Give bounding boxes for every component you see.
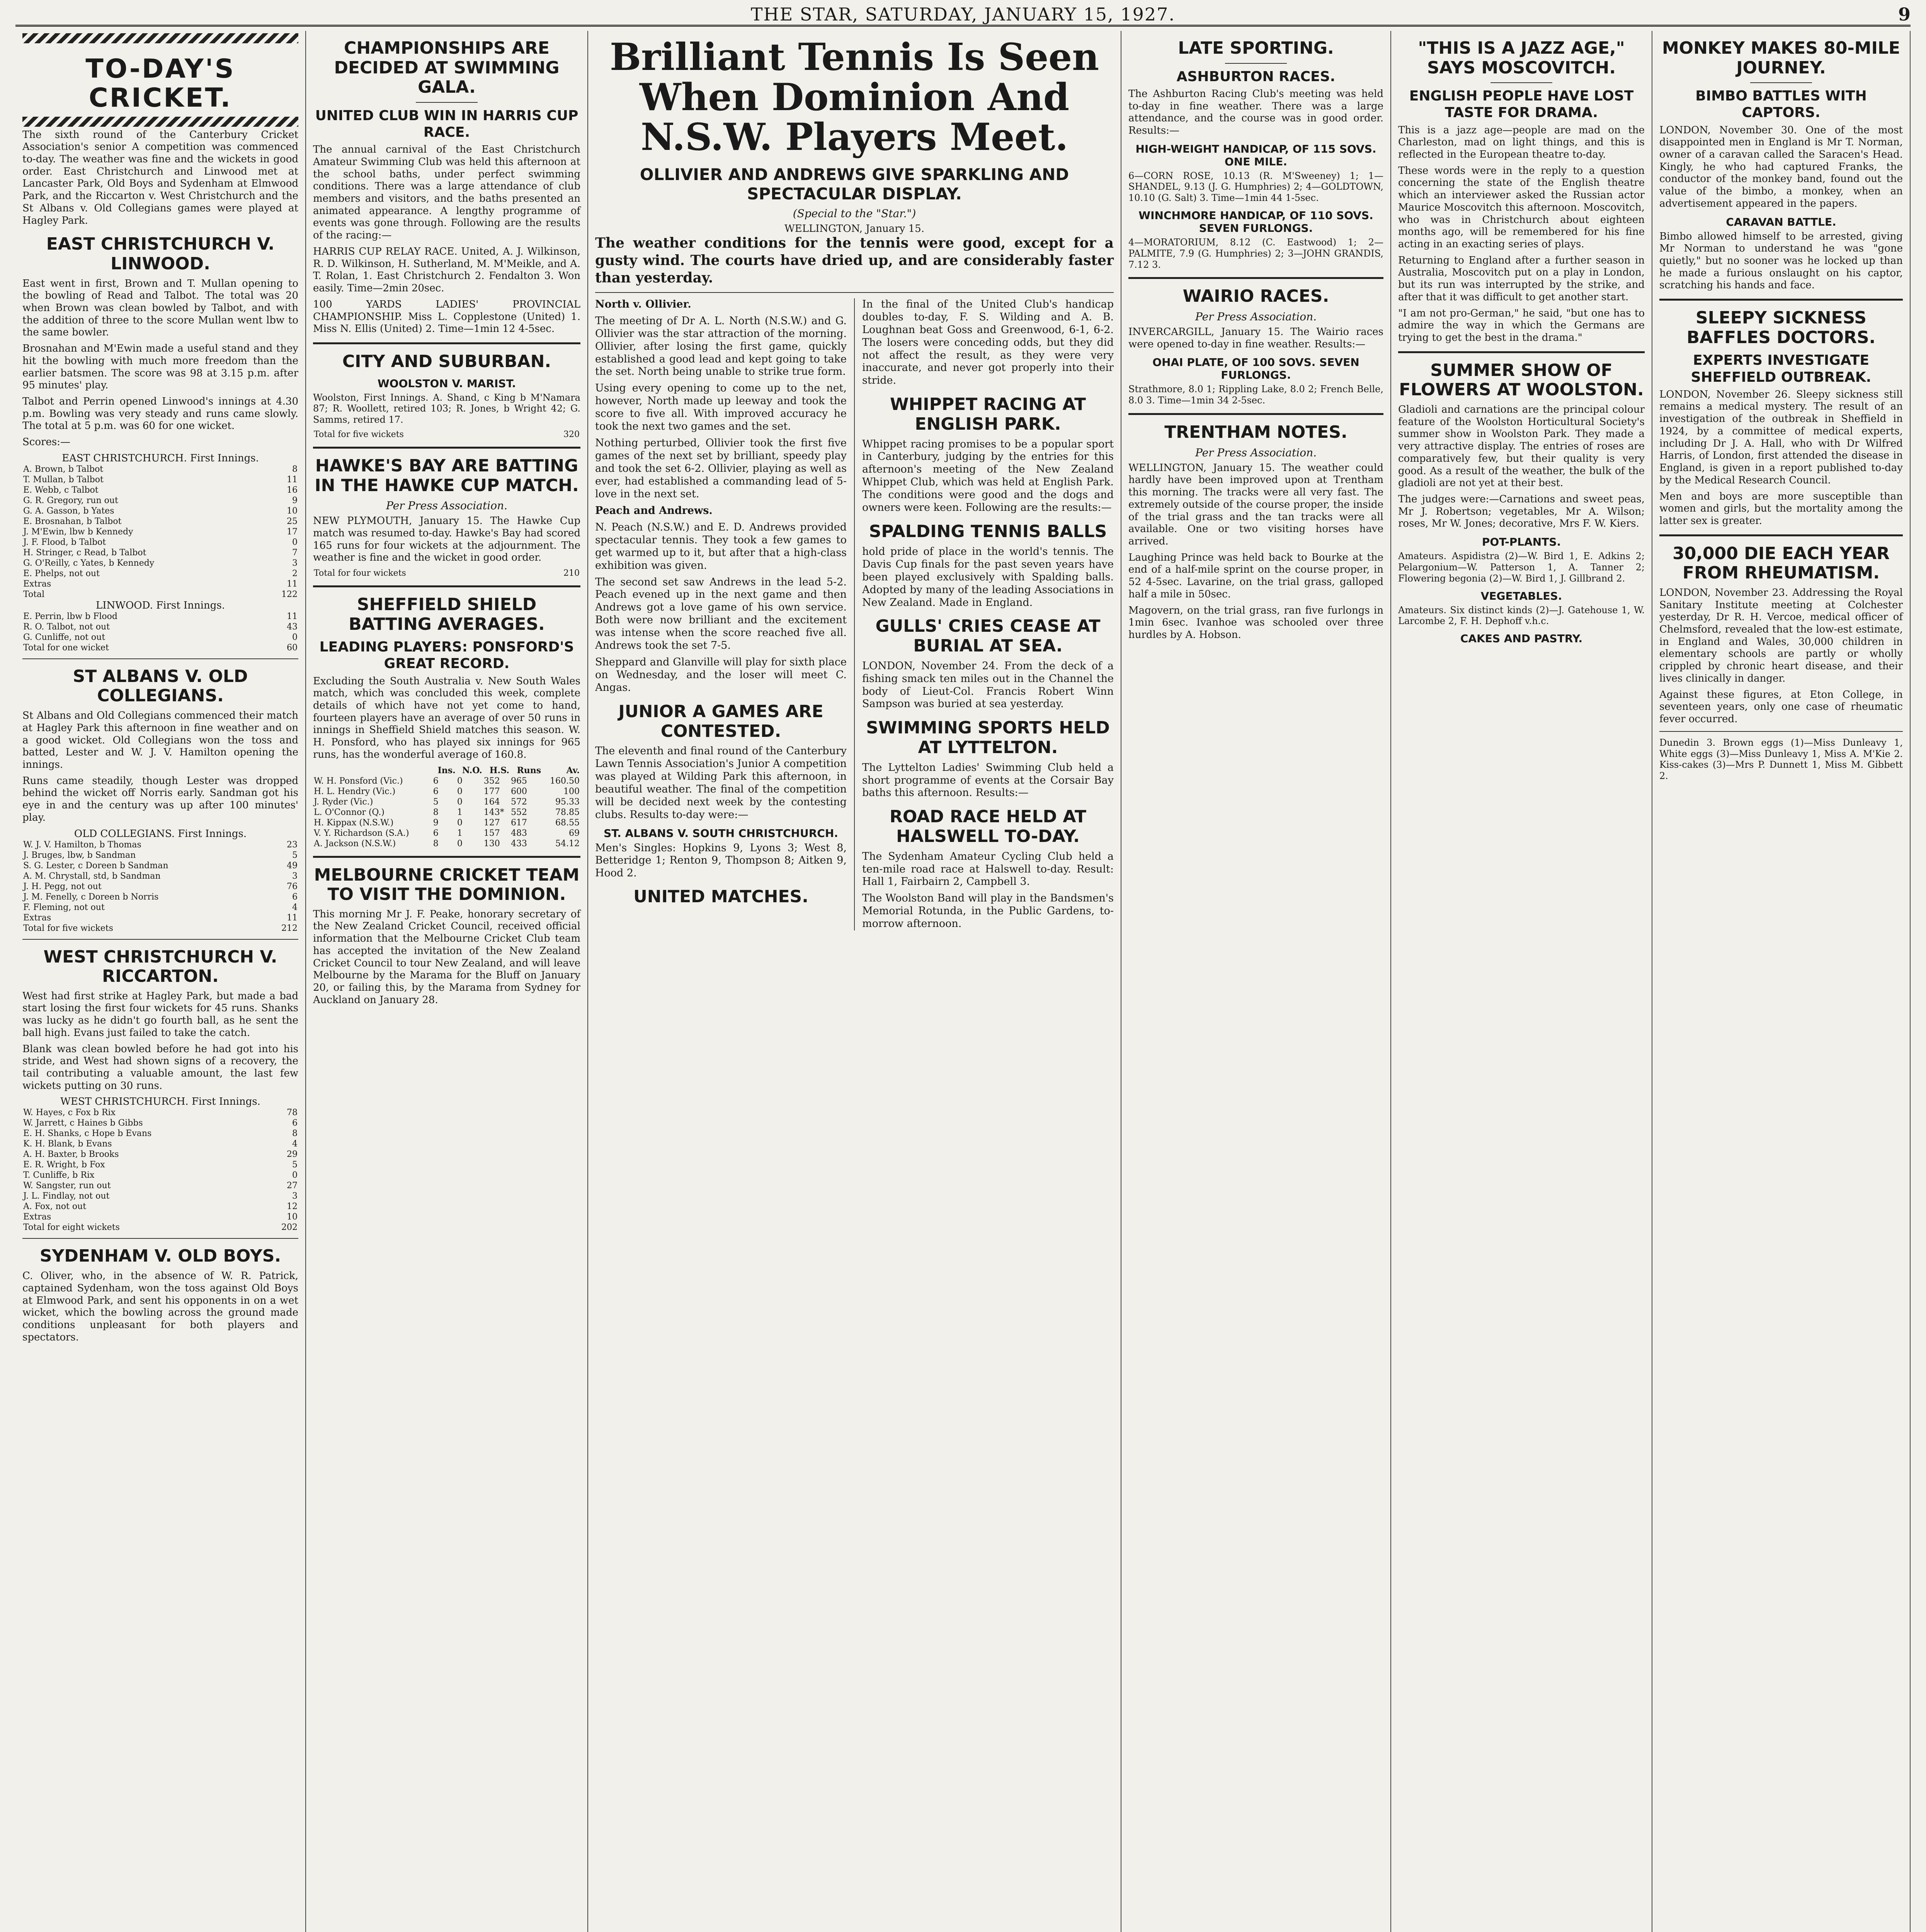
press-association-credit: Per Press Association. xyxy=(386,499,507,512)
scorecard-row: Extras 10 xyxy=(23,1212,298,1222)
stalbans-results: Men's Singles: Hopkins 9, Lyons 3; West 8, Betteridge 1; Renton 9, Thompson 8; Aitken 9, Hood 2. xyxy=(595,842,847,879)
jazz-age-headline: "THIS IS A JAZZ AGE," SAYS MOSCOVITCH. xyxy=(1418,38,1625,78)
gulls-para: LONDON, November 24. From the deck of a fishing smack ten miles out in the Channel the body of Lieut-Col. Francis Robert Winn Sampson was buried at sea yesterday. xyxy=(862,660,1114,710)
rheumatism-para-1: LONDON, November 23. Addressing the Royal Sanitary Institute meeting at Colchester yesterday, Dr R. H. Vercoe, medical officer of Chelmsford, revealed that the low-est estimate, in England and Wales, 30,000 children in elementary schools are partly or wholly crippled by chronic heart disease, and their lives clinically in danger. xyxy=(1659,587,1903,684)
divider xyxy=(1128,413,1383,415)
lyttelton-swim-headline: SWIMMING SPORTS HELD AT LYTTELTON. xyxy=(866,718,1110,757)
stalbans-para-2: Runs came steadily, though Lester was dropped behind the wicket off Norris early. Sandman got his eye in and the century was up after 100 minutes' play. xyxy=(22,775,298,823)
sleepy-sickness-headline: SLEEPY SICKNESS BAFFLES DOCTORS. xyxy=(1686,308,1876,347)
tennis-para-3: Nothing perturbed, Ollivier took the first five games of the next set by brilliant, speedy play and took the set 6-2. Ollivier, playing as well as ever, had established a commanding lead of 5-love in the next set. xyxy=(595,437,847,500)
ashburton-para: The Ashburton Racing Club's meeting was held to-day in fine weather. There was a large attendance, and the course was in good order. Results:— xyxy=(1128,88,1383,136)
stalbans-southch-label: ST. ALBANS V. SOUTH CHRISTCHURCH. xyxy=(604,827,838,840)
city-suburban-heading: CITY AND SUBURBAN. xyxy=(342,351,551,371)
cakes-label: CAKES AND PASTRY. xyxy=(1460,632,1583,645)
race-2-results: 4—MORATORIUM, 8.12 (C. Eastwood) 1; 2—PALMITE, 7.9 (G. Humphries) 2; 3—JOHN GRANDIS, 7.12 3. xyxy=(1128,237,1383,270)
scorecard-row: A. H. Baxter, b Brooks 29 xyxy=(23,1150,298,1160)
united-club-subhead: UNITED CLUB WIN IN HARRIS CUP RACE. xyxy=(315,107,578,140)
scorecard-row: H. Stringer, c Read, b Talbot 7 xyxy=(23,548,298,558)
scorecard-row: W. Jarrett, c Haines b Gibbs 6 xyxy=(23,1118,298,1128)
hawkes-bay-headline: HAWKE'S BAY ARE BATTING IN THE HAWKE CUP MATCH. xyxy=(315,456,579,495)
masthead-title: THE STAR, SATURDAY, JANUARY 15, 1927. xyxy=(750,4,1176,25)
column-swimming xyxy=(306,31,588,1932)
junior-a-headline: JUNIOR A GAMES ARE CONTESTED. xyxy=(618,701,823,741)
scorecard-row: E. H. Shanks, c Hope b Evans 8 xyxy=(23,1129,298,1139)
wairio-para: INVERCARGILL, January 15. The Wairio races were opened to-day in fine weather. Results:— xyxy=(1128,326,1383,350)
rheumatism-headline: 30,000 DIE EACH YEAR FROM RHEUMATISM. xyxy=(1672,543,1890,583)
scorecard-row: T. Cunliffe, b Rix 0 xyxy=(23,1170,298,1180)
averages-row: J. Ryder (Vic.) 5 0 164 572 95.33 xyxy=(314,797,580,807)
scorecard-row: S. G. Lester, c Doreen b Sandman 49 xyxy=(23,861,298,871)
pot-plants-label: POT-PLANTS. xyxy=(1482,536,1561,549)
westch-scorecard xyxy=(22,1107,298,1233)
scorecard-row: G. A. Gasson, b Yates 10 xyxy=(23,506,298,516)
oldcol-scorecard xyxy=(22,840,298,934)
westch-para-1: West had first strike at Hagley Park, but made a bad start losing the first four wickets for 45 runs. Shanks was lucky as he didn't go fourth ball, as he sent the ball high. Evans just failed to take the catch. xyxy=(22,990,298,1039)
rheumatism-para-2: Against these figures, at Eton College, in seventeen years, only one case of rheumatic fever occurred. xyxy=(1659,689,1903,725)
prize-list: Dunedin 3. Brown eggs (1)—Miss Dunleavy 1, White eggs (3)—Miss Dunleavy 1, Miss A. M'Kie 2. Kiss-cakes (3)—Mrs P. Dunnett 1, Miss M. Gibbett 2. xyxy=(1659,737,1903,782)
east-linwood-heading: EAST CHRISTCHURCH V. LINWOOD. xyxy=(46,234,275,274)
sheffield-subhead: EXPERTS INVESTIGATE SHEFFIELD OUTBREAK. xyxy=(1691,352,1872,385)
whippet-headline: WHIPPET RACING AT ENGLISH PARK. xyxy=(890,395,1086,434)
shield-para: Excluding the South Australia v. New South Wales match, which was concluded this week, complete details of which have not yet come to hand, fourteen players have an average of over 50 runs in innings in Sheffield Shield matches this season. W. H. Ponsford, who has played six innings for 965 runs, has the wonderful average of 160.8. xyxy=(313,675,580,760)
woolston-marist-label: WOOLSTON V. MARIST. xyxy=(377,377,516,390)
masthead xyxy=(15,2,1911,27)
woolston-para: Woolston, First Innings. A. Shand, c King b M'Namara 87; R. Woollett, retired 103; R. Jones, b Wright 42; G. Samms, retired 17. xyxy=(313,392,580,425)
drama-subhead: ENGLISH PEOPLE HAVE LOST TASTE FOR DRAMA. xyxy=(1409,88,1634,121)
scorecard-row: E. Webb, c Talbot 16 xyxy=(23,485,298,495)
scorecard-row: J. M'Ewin, lbw b Kennedy 17 xyxy=(23,527,298,537)
tennis-para-1: The meeting of Dr A. L. North (N.S.W.) and G. Ollivier was the star attraction of the morning. Ollivier, after losing the first game, quickly established a good lead and kept going to take the set. North being unable to strike true form. xyxy=(595,315,847,378)
scorecard-row: E. Perrin, lbw b Flood 11 xyxy=(23,611,298,621)
swim-para-2: HARRIS CUP RELAY RACE. United, A. J. Wilkinson, R. D. Wilkinson, H. Sutherland, M. M'Meikle, and A. T. Rolan, 1. East Christchurch 2. Fendalton 3. Won easily. Time—2min 20sec. xyxy=(313,245,580,294)
wairio-headline: WAIRIO RACES. xyxy=(1182,286,1329,306)
monkey-para-2: Bimbo allowed himself to be arrested, giving Mr Norman to understand he was "gone quietly," but no sooner was he locked up than he made a furious onslaught on his captor, scratching his hands and face. xyxy=(1659,230,1903,291)
ponsford-subhead: LEADING PLAYERS: PONSFORD'S GREAT RECORD. xyxy=(319,639,574,672)
dateline: WELLINGTON, January 15. xyxy=(784,223,924,235)
championships-headline: CHAMPIONSHIPS ARE DECIDED AT SWIMMING GALA. xyxy=(334,38,560,97)
scorecard-row: J. Bruges, lbw, b Sandman 5 xyxy=(23,850,298,860)
caravan-label: CARAVAN BATTLE. xyxy=(1726,215,1836,228)
westch-total-row: Total for eight wickets 202 xyxy=(23,1223,298,1233)
divider xyxy=(416,102,478,103)
averages-row: L. O'Connor (Q.) 8 1 143* 552 78.85 xyxy=(314,807,580,817)
scorecard-row: T. Mullan, b Talbot 11 xyxy=(23,474,298,485)
scorecard-row: R. O. Talbot, not out 43 xyxy=(23,622,298,632)
linwood-total-row: Total for one wicket 60 xyxy=(23,643,298,653)
monkey-para-1: LONDON, November 30. One of the most disappointed men in England is Mr T. Norman, owner of a caravan called the Saracen's Head. Kingly, he who had captured Franks, the conductor of the monkey band, found out the value of the bimbo, a monkey, when an advertisement appeared in the papers. xyxy=(1659,124,1903,209)
divider xyxy=(1398,351,1645,353)
scorecard-row: G. R. Gregory, run out 9 xyxy=(23,495,298,505)
scorecard-row: Extras 11 xyxy=(23,579,298,589)
page-number: 9 xyxy=(1898,4,1911,25)
averages-row: V. Y. Richardson (S.A.) 6 1 157 483 69 xyxy=(314,828,580,838)
sheffield-shield-headline: SHEFFIELD SHIELD BATTING AVERAGES. xyxy=(349,594,545,634)
lyttelton-para: The Lyttelton Ladies' Swimming Club held a short programme of events at the Corsair Bay baths this afternoon. Results:— xyxy=(862,761,1114,799)
ohai-plate-label: OHAI PLATE, OF 100 SOVS. SEVEN FURLONGS. xyxy=(1152,356,1359,382)
swim-para-3: 100 YARDS LADIES' PROVINCIAL CHAMPIONSHIP. Miss L. Copplestone (United) 1. Miss N. Ellis (United) 2. Time—1min 12 4-5sec. xyxy=(313,298,580,335)
united-matches-headline: UNITED MATCHES. xyxy=(633,886,808,906)
tennis-headline: Brilliant Tennis Is Seen When Dominion And N.S.W. Players Meet. xyxy=(609,35,1099,159)
averages-row: W. H. Ponsford (Vic.) 6 0 352 965 160.50 xyxy=(314,776,580,786)
scorecard-row: J. M. Fenelly, c Doreen b Norris 6 xyxy=(23,892,298,902)
westch-heading: WEST CHRISTCHURCH V. RICCARTON. xyxy=(43,947,277,986)
divider xyxy=(313,342,580,344)
scorecard-row: W. J. V. Hamilton, b Thomas 23 xyxy=(23,840,298,850)
melbourne-para: This morning Mr J. F. Peake, honorary secretary of the New Zealand Cricket Council, received official information that the Melbourne Cricket Club team has accepted the invitation of the New Zealand Cricket Council to tour New Zealand, and will leave Melbourne by the Marama for the Bluff on January 20, or failing this, by the Marama from Sydney for Auckland on January 28. xyxy=(313,908,580,1006)
banner-rule-top xyxy=(22,33,298,43)
press-association-credit: Per Press Association. xyxy=(1195,446,1317,459)
drama-para-3: Returning to England after a further season in Australia, Moscovitch put on a play in London, but its run was interrupted by the strike, and after that it was difficult to get another start. xyxy=(1398,254,1645,303)
scorecard-row: G. Cunliffe, not out 0 xyxy=(23,632,298,642)
column-tennis xyxy=(588,31,1121,1932)
banner-rule-bottom xyxy=(22,117,298,127)
sleepy-para-2: Men and boys are more susceptible than women and girls, but the mortality among the latter sex is greater. xyxy=(1659,490,1903,527)
scorecard-row: W. Hayes, c Fox b Rix 78 xyxy=(23,1108,298,1118)
race-1-results: 6—CORN ROSE, 10.13 (R. M'Sweeney) 1; 1—SHANDEL, 9.13 (J. G. Humphries) 2; 4—GOLDTOWN, 10.10 (G. Salt) 3. Time—1min 44 1-5sec. xyxy=(1128,170,1383,204)
junior-para: The eleventh and final round of the Canterbury Lawn Tennis Association's Junior A competition was played at Wilding Park this afternoon, in beautiful weather. The final of the competition will be decided next week by the contesting clubs. Results to-day were:— xyxy=(595,745,847,821)
north-subhead: North v. Ollivier. xyxy=(595,298,691,310)
drama-para-2: These words were in the reply to a question concerning the state of the English theatre which an interviewer asked the Russian actor Maurice Moscovitch this afternoon. Moscovitch, who was in Christchurch about eighteen months ago, will be remembered for his fine acting in an exacting series of plays. xyxy=(1398,165,1645,250)
east-para-2: Brosnahan and M'Ewin made a useful stand and they hit the bowling with much more freedom than the earlier batsmen. The score was 98 at 3.15 p.m. after 95 minutes' play. xyxy=(22,343,298,391)
westch-para-2: Blank was clean bowled before he had got into his stride, and West had shown signs of a recovery, the tail contributing a valuable amount, the last few wickets putting on 30 runs. xyxy=(22,1043,298,1092)
trentham-para-1: WELLINGTON, January 15. The weather could hardly have been improved upon at Trentham this morning. The tracks were all very fast. The extremely outside of the course proper, the inside of the trial grass and the tan tracks were all available. One or two visiting horses have arrived. xyxy=(1128,462,1383,547)
east-para-3: Talbot and Perrin opened Linwood's innings at 4.30 p.m. Bowling was very steady and runs came slowly. The total at 5 p.m. was 60 for one wicket. xyxy=(22,396,298,432)
scorecard-row: E. Phelps, not out 2 xyxy=(23,568,298,578)
drama-para-1: This is a jazz age—people are mad on the Charleston, mad on light things, and this is reflected in the European theatre to-day. xyxy=(1398,124,1645,160)
column-drama xyxy=(1391,31,1652,1932)
band-para: The Woolston Band will play in the Bandsmen's Memorial Rotunda, in the Public Gardens, to-morrow afternoon. xyxy=(862,892,1114,930)
hawkes-para: NEW PLYMOUTH, January 15. The Hawke Cup match was resumed to-day. Hawke's Bay had scored 165 runs for four wickets at the adjournment. The weather is fine and the wicket in good order. xyxy=(313,515,580,564)
divider xyxy=(22,1238,298,1239)
scorecard-row: F. Fleming, not out 4 xyxy=(23,902,298,912)
melbourne-headline: MELBOURNE CRICKET TEAM TO VISIT THE DOMINION. xyxy=(314,865,580,905)
divider xyxy=(1659,299,1903,301)
divider xyxy=(313,585,580,587)
drama-para-4: "I am not pro-German," he said, "but one has to admire the way in which the Germans are trying to get the best in the drama." xyxy=(1398,307,1645,344)
scorecard-row: J. L. Findlay, not out 3 xyxy=(23,1191,298,1201)
swim-para-1: The annual carnival of the East Christchurch Amateur Swimming Club was held this afternoon at the school baths, under perfect swimming conditions. There was a large attendance of club members and visitors, and the baths presented an animated appearance. A lengthy programme of events was gone through. Following are the results of the racing:— xyxy=(313,144,580,242)
tennis-para-6: Sheppard and Glanville will play for sixth place on Wednesday, and the loser will meet C. Angas. xyxy=(595,656,847,694)
spalding-ad-headline: SPALDING TENNIS BALLS xyxy=(869,522,1107,542)
vegetables-results: Amateurs. Six distinct kinds (2)—J. Gatehouse 1, W. Larcombe 2, F. H. Dephoff v.h.c. xyxy=(1398,604,1645,627)
trentham-headline: TRENTHAM NOTES. xyxy=(1164,422,1348,442)
scorecard-row: A. Fox, not out 12 xyxy=(23,1202,298,1212)
todays-cricket-headline: TO-DAY'S CRICKET. xyxy=(85,54,235,113)
divider xyxy=(1750,82,1812,83)
race-2-label: WINCHMORE HANDICAP, OF 110 SOVS. SEVEN FURLONGS. xyxy=(1138,209,1373,235)
tennis-subhead: OLLIVIER AND ANDREWS GIVE SPARKLING AND SPECTACULAR DISPLAY. xyxy=(640,165,1069,204)
averages-table xyxy=(313,765,580,849)
stalbans-heading: ST ALBANS V. OLD COLLEGIANS. xyxy=(73,666,248,706)
race-1-label: HIGH-WEIGHT HANDICAP, OF 115 SOVS. ONE MILE. xyxy=(1135,142,1376,168)
scorecard-row: A. M. Chrystall, std, b Sandman 3 xyxy=(23,871,298,881)
oldcol-total-row: Total for five wickets 212 xyxy=(23,923,298,933)
scorecard-row: W. Sangster, run out 27 xyxy=(23,1181,298,1191)
east-scorecard xyxy=(22,464,298,600)
trentham-para-2: Laughing Prince was held back to Bourke at the end of a half-mile sprint on the course proper, in 52 4-5sec. Lavarine, on the trial grass, galloped half a mile in 50sec. xyxy=(1128,551,1383,600)
divider xyxy=(1659,534,1903,536)
cricket-intro: The sixth round of the Canterbury Cricket Association's senior A competition was commenced to-day. The weather was fine and the wickets in good order. East Christchurch and Linwood met at Lancaster Park, Old Boys and Sydenham at Elmwood Park, and the Riccarton v. West Christchurch and the St Albans v. Old Collegians games were played at Hagley Park. xyxy=(22,129,298,226)
scorecard-row: A. Brown, b Talbot 8 xyxy=(23,464,298,474)
pot-plants-results: Amateurs. Aspidistra (2)—W. Bird 1, E. Adkins 2; Pelargonium—W. Patterson 1, A. Tanner 2; Flowering begonia (2)—W. Bird 1, J. Gillbrand 2. xyxy=(1398,551,1645,584)
special-credit: (Special to the "Star.") xyxy=(793,207,916,220)
sydenham-heading: SYDENHAM V. OLD BOYS. xyxy=(39,1246,281,1266)
gulls-headline: GULLS' CRIES CEASE AT BURIAL AT SEA. xyxy=(875,616,1101,656)
east-innings-label: EAST CHRISTCHURCH. First Innings. xyxy=(62,452,259,464)
column-cricket xyxy=(15,31,306,1932)
whippet-para: Whippet racing promises to be a popular sport in Canterbury, judging by the entries for this afternoon's meeting of the New Zealand Whippet Club, which was held at English Park. The conditions were good and the dogs and owners were keen. Following are the results:— xyxy=(862,438,1114,514)
averages-row: H. Kippax (N.S.W.) 9 0 127 617 68.55 xyxy=(314,818,580,828)
divider xyxy=(1225,63,1287,64)
divider xyxy=(1659,731,1903,732)
peach-subhead: Peach and Andrews. xyxy=(595,504,713,517)
sleepy-para-1: LONDON, November 26. Sleepy sickness still remains a medical mystery. The result of an investigation of the outbreak in Sheffield in 1924, by a committee of medical experts, including Dr J. A. Hall, who with Dr Wilfred Harris, of London, first attended the disease in England, is given in a report published to-day by the Medical Research Council. xyxy=(1659,388,1903,486)
monkey-headline: MONKEY MAKES 80-MILE JOURNEY. xyxy=(1662,38,1900,78)
press-association-credit: Per Press Association. xyxy=(1195,310,1317,323)
summer-para-1: Gladioli and carnations are the principal colour feature of the Woolston Horticultural Society's summer show in Woolston Park. They made a very attractive display. The entries of roses are comparatively few, but their quality is very good. As a result of the weather, the bulk of the gladioli are not yet at their best. xyxy=(1398,403,1645,489)
divider xyxy=(22,939,298,940)
scorecard-row: J. H. Pegg, not out 76 xyxy=(23,881,298,891)
tennis-para-5: The second set saw Andrews in the lead 5-2. Peach evened up in the next game and then Andrews got a love game of his own service. Both were now brilliant and the excitement was intense when the score reached five all. Andrews took the set 7-5. xyxy=(595,576,847,652)
ashburton-subhead: ASHBURTON RACES. xyxy=(1176,68,1336,85)
linwood-scorecard xyxy=(22,611,298,653)
averages-row: A. Jackson (N.S.W.) 8 0 130 433 54.12 xyxy=(314,838,580,849)
divider xyxy=(313,447,580,449)
oldcol-innings-label: OLD COLLEGIANS. First Innings. xyxy=(74,828,247,840)
column-world xyxy=(1652,31,1911,1932)
column-sporting xyxy=(1121,31,1391,1932)
divider xyxy=(1490,82,1552,83)
ohai-results: Strathmore, 8.0 1; Rippling Lake, 8.0 2; French Belle, 8.0 3. Time—1min 34 2-5sec. xyxy=(1128,384,1383,406)
east-total-row: Total 122 xyxy=(23,589,298,599)
late-sporting-headline: LATE SPORTING. xyxy=(1178,38,1334,58)
summer-para-2: The judges were:—Carnations and sweet peas, Mr J. Robertson; vegetables, Mr A. Wilson; roses, Mr W. Jones; decorative, Mrs F. W. Kiers. xyxy=(1398,493,1645,530)
bimbo-subhead: BIMBO BATTLES WITH CAPTORS. xyxy=(1695,88,1867,121)
vegetables-label: VEGETABLES. xyxy=(1480,589,1562,602)
summer-show-headline: SUMMER SHOW OF FLOWERS AT WOOLSTON. xyxy=(1399,360,1644,400)
tennis-para-2: Using every opening to come up to the net, however, North made up leeway and took the score to five all. With improved accuracy he took the next two games and the set. xyxy=(595,382,847,433)
divider xyxy=(595,292,1114,293)
east-para-1: East went in first, Brown and T. Mullan opening to the bowling of Read and Talbot. The total was 20 when Brown was clean bowled by Talbot, and with the addition of three to the score Mullan went lbw to the same bowler. xyxy=(22,277,298,338)
hawkes-total: Total for four wickets 210 xyxy=(314,568,580,578)
averages-row: H. L. Hendry (Vic.) 6 0 177 600 100 xyxy=(314,786,580,796)
spalding-ad-para: hold pride of place in the world's tennis. The Davis Cup finals for the past seven years have been played exclusively with Spalding balls. Adopted by many of the leading Associations in New Zealand. Made in England. xyxy=(862,545,1114,609)
scorecard-row: G. O'Reilly, c Yates, b Kennedy 3 xyxy=(23,558,298,568)
united-para: In the final of the United Club's handicap doubles to-day, F. S. Wilding and A. B. Loughnan beat Goss and Greenwood, 6-1, 6-2. The losers were conceding odds, but they did not affect the result, as they were very inaccurate, and never got properly into their stride. xyxy=(862,298,1114,387)
scorecard-row: K. H. Blank, b Evans 4 xyxy=(23,1139,298,1149)
tennis-lead: The weather conditions for the tennis were good, except for a gusty wind. The courts have dried up, and are considerably faster than yesterday. xyxy=(595,235,1114,286)
trentham-para-3: Magovern, on the trial grass, ran five furlongs in 1min 6sec. Ivanhoe was schooled over three hurdles by A. Hobson. xyxy=(1128,604,1383,641)
scorecard-row: E. Brosnahan, b Talbot 25 xyxy=(23,516,298,526)
tennis-para-4: N. Peach (N.S.W.) and E. D. Andrews provided spectacular tennis. They took a few games to get warmed up to it, but after that a high-class exhibition was given. xyxy=(595,521,847,571)
divider xyxy=(1128,277,1383,279)
scores-label: Scores:— xyxy=(22,436,70,448)
road-race-headline: ROAD RACE HELD AT HALSWELL TO-DAY. xyxy=(889,807,1086,846)
sydenham-para: C. Oliver, who, in the absence of W. R. Patrick, captained Sydenham, won the toss against Old Boys at Elmwood Park, and sent his opponents in on a wet wicket, which the bowling across the ground made conditions unpleasant for both players and spectators. xyxy=(22,1270,298,1343)
scorecard-row: E. R. Wright, b Fox 5 xyxy=(23,1160,298,1170)
scorecard-row: Extras 11 xyxy=(23,913,298,923)
divider xyxy=(313,856,580,858)
tennis-body xyxy=(595,298,1114,930)
woolston-total: Total for five wickets 320 xyxy=(314,429,580,439)
westch-innings-label: WEST CHRISTCHURCH. First Innings. xyxy=(60,1096,260,1108)
averages-header-row: Ins. N.O. H.S. Runs Av. xyxy=(437,765,580,776)
divider xyxy=(22,658,298,659)
scorecard-row: J. F. Flood, b Talbot 0 xyxy=(23,537,298,547)
stalbans-para-1: St Albans and Old Collegians commenced their match at Hagley Park this afternoon in fine weather and on a good wicket. Old Collegians won the toss and batted, Lester and W. J. V. Hamilton opening the innings. xyxy=(22,710,298,770)
linwood-innings-label: LINWOOD. First Innings. xyxy=(95,599,225,611)
road-race-para: The Sydenham Amateur Cycling Club held a ten-mile road race at Halswell to-day. Result: Hall 1, Fairbairn 2, Campbell 3. xyxy=(862,850,1114,888)
